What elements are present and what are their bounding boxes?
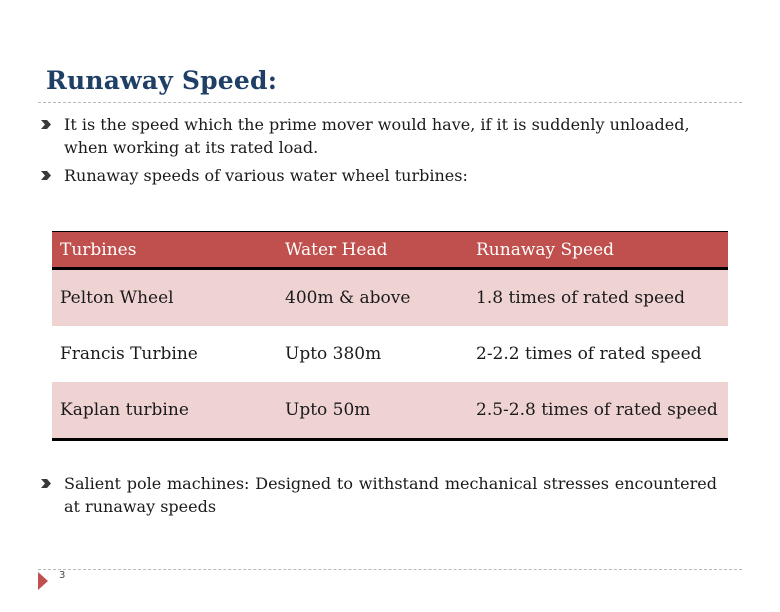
bullet-item-runaway-speeds	[41, 164, 717, 187]
title-divider	[38, 102, 742, 103]
table-cell-water-head: Upto 50m	[277, 382, 468, 440]
column-header-water-head: Water Head	[277, 232, 468, 269]
bullet-arrow-icon	[41, 479, 51, 488]
bullet-arrow-icon	[41, 171, 51, 180]
bullet-text: Runaway speeds of various water wheel turbines:	[64, 166, 468, 185]
table-row	[52, 382, 728, 440]
table-cell-water-head: 400m & above	[277, 269, 468, 327]
column-header-turbines: Turbines	[52, 232, 277, 269]
table-header-row	[52, 232, 728, 269]
table-cell-water-head: Upto 380m	[277, 326, 468, 382]
bullet-item-definition	[41, 113, 717, 159]
table-row	[52, 269, 728, 327]
table-cell-turbine: Francis Turbine	[52, 326, 277, 382]
table-cell-runaway-speed: 2-2.2 times of rated speed	[468, 326, 728, 382]
table-row	[52, 326, 728, 382]
bullet-item-salient-pole	[41, 472, 717, 518]
runaway-speed-table	[52, 231, 728, 437]
footer-divider	[38, 569, 742, 570]
table-cell-turbine: Kaplan turbine	[52, 382, 277, 440]
bullet-text: It is the speed which the prime mover would have, if it is suddenly unloaded, when working at its rated load.	[64, 115, 690, 157]
table-cell-runaway-speed: 2.5-2.8 times of rated speed	[468, 382, 728, 440]
table-cell-runaway-speed: 1.8 times of rated speed	[468, 269, 728, 327]
bullet-text: Salient pole machines: Designed to withstand mechanical stresses encountered at runaway speeds	[64, 474, 717, 516]
table-cell-turbine: Pelton Wheel	[52, 269, 277, 327]
slide-title: Runaway Speed:	[46, 66, 278, 95]
bullet-arrow-icon	[41, 120, 51, 129]
footer-arrow-icon	[38, 572, 48, 590]
column-header-runaway-speed: Runaway Speed	[468, 232, 728, 269]
page-number: 3	[59, 570, 66, 581]
